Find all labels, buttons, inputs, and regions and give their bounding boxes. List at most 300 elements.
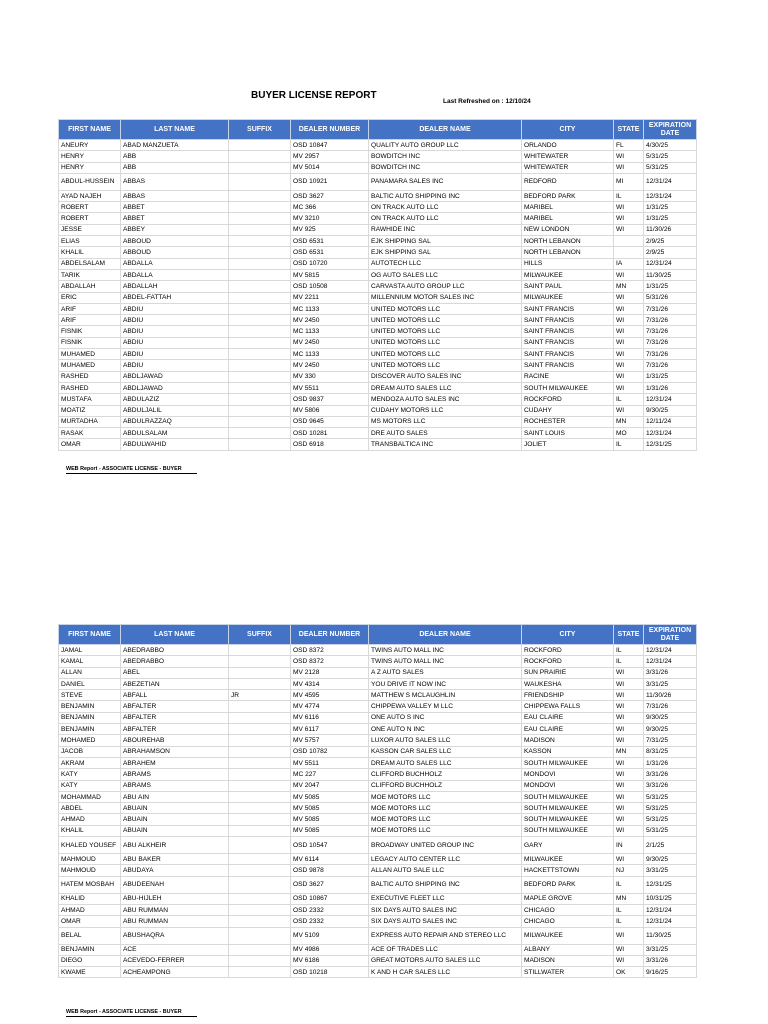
dealer-name-cell: K AND H CAR SALES LLC: [369, 967, 522, 978]
first-name-cell: HENRY: [59, 151, 121, 162]
expiration-date-cell: 7/31/26: [644, 701, 697, 712]
expiration-date-cell: 11/30/26: [644, 690, 697, 701]
dealer-number-cell: MV 2450: [291, 337, 369, 348]
suffix-cell: JR: [229, 690, 291, 701]
dealer-number-cell: MV 3210: [291, 213, 369, 224]
dealer-name-cell: MOE MOTORS LLC: [369, 825, 522, 836]
header-first-name: FIRST NAME: [59, 120, 121, 140]
last-name-cell: ABFALTER: [121, 701, 229, 712]
suffix-cell: [229, 791, 291, 802]
dealer-number-cell: MV 6116: [291, 712, 369, 723]
dealer-number-cell: OSD 10720: [291, 258, 369, 269]
state-cell: OK: [614, 967, 644, 978]
dealer-number-cell: OSD 6918: [291, 439, 369, 450]
table-row: [59, 281, 697, 292]
state-cell: WI: [614, 769, 644, 780]
city-cell: MILWAUKEE: [522, 292, 614, 303]
first-name-cell: ELIAS: [59, 236, 121, 247]
suffix-cell: [229, 769, 291, 780]
expiration-date-cell: 1/31/25: [644, 213, 697, 224]
last-name-cell: ABBEY: [121, 224, 229, 235]
first-name-cell: OMAR: [59, 439, 121, 450]
table-row: [59, 865, 697, 876]
dealer-number-cell: MV 5806: [291, 405, 369, 416]
last-name-cell: ABUAIN: [121, 814, 229, 825]
suffix-cell: [229, 281, 291, 292]
header-suffix: SUFFIX: [229, 625, 291, 645]
city-cell: BEDFORD PARK: [522, 876, 614, 893]
city-cell: SOUTH MILWAUKEE: [522, 803, 614, 814]
last-name-cell: ABBAS: [121, 173, 229, 190]
table-row: [59, 967, 697, 978]
dealer-name-cell: DREAM AUTO SALES LLC: [369, 757, 522, 768]
state-cell: WI: [614, 780, 644, 791]
first-name-cell: FISNIK: [59, 337, 121, 348]
dealer-number-cell: MV 4986: [291, 944, 369, 955]
first-name-cell: HATEM MOSBAH: [59, 876, 121, 893]
city-cell: JOLIET: [522, 439, 614, 450]
table-row: [59, 269, 697, 280]
expiration-date-cell: 1/31/25: [644, 281, 697, 292]
city-cell: SAINT FRANCIS: [522, 303, 614, 314]
table-header-row: [59, 625, 697, 645]
suffix-cell: [229, 236, 291, 247]
dealer-number-cell: MV 5085: [291, 803, 369, 814]
first-name-cell: BENJAMIN: [59, 724, 121, 735]
expiration-date-cell: 7/31/25: [644, 735, 697, 746]
dealer-number-cell: MV 4774: [291, 701, 369, 712]
expiration-date-cell: 5/31/25: [644, 791, 697, 802]
suffix-cell: [229, 927, 291, 944]
first-name-cell: KATY: [59, 769, 121, 780]
dealer-number-cell: MC 1133: [291, 326, 369, 337]
table-row: [59, 258, 697, 269]
city-cell: MARIBEL: [522, 202, 614, 213]
dealer-name-cell: MILLENNIUM MOTOR SALES INC: [369, 292, 522, 303]
last-name-cell: ABU RUMMAN: [121, 904, 229, 915]
first-name-cell: BENJAMIN: [59, 712, 121, 723]
city-cell: SOUTH MILWAUKEE: [522, 791, 614, 802]
city-cell: MILWAUKEE: [522, 927, 614, 944]
city-cell: SUN PRAIRIE: [522, 667, 614, 678]
city-cell: CUDAHY: [522, 405, 614, 416]
table-row: [59, 893, 697, 904]
dealer-number-cell: MV 4595: [291, 690, 369, 701]
table-row: [59, 690, 697, 701]
suffix-cell: [229, 202, 291, 213]
table-row: [59, 854, 697, 865]
header-expiration-date: EXPIRATION DATE: [644, 625, 697, 645]
city-cell: MILWAUKEE: [522, 854, 614, 865]
city-cell: ROCHESTER: [522, 416, 614, 427]
dealer-number-cell: OSD 10921: [291, 173, 369, 190]
first-name-cell: JAMAL: [59, 645, 121, 656]
header-dealer-name: DEALER NAME: [369, 625, 522, 645]
dealer-number-cell: MV 5511: [291, 757, 369, 768]
suffix-cell: [229, 780, 291, 791]
suffix-cell: [229, 955, 291, 966]
last-refreshed: Last Refreshed on : 12/10/24: [443, 98, 531, 105]
state-cell: WI: [614, 854, 644, 865]
city-cell: ROCKFORD: [522, 394, 614, 405]
dealer-number-cell: MV 2450: [291, 360, 369, 371]
state-cell: WI: [614, 303, 644, 314]
dealer-number-cell: OSD 10782: [291, 746, 369, 757]
city-cell: EAU CLAIRE: [522, 724, 614, 735]
last-name-cell: ABUSHAQRA: [121, 927, 229, 944]
suffix-cell: [229, 292, 291, 303]
dealer-name-cell: EXECUTIVE FLEET LLC: [369, 893, 522, 904]
last-name-cell: ABDALLA: [121, 258, 229, 269]
suffix-cell: [229, 162, 291, 173]
table-row: [59, 247, 697, 258]
expiration-date-cell: 7/31/26: [644, 303, 697, 314]
expiration-date-cell: 2/9/25: [644, 247, 697, 258]
table-row: [59, 151, 697, 162]
first-name-cell: BENJAMIN: [59, 944, 121, 955]
last-name-cell: ABU AIN: [121, 791, 229, 802]
dealer-number-cell: OSD 2332: [291, 916, 369, 927]
header-city: CITY: [522, 625, 614, 645]
dealer-name-cell: PANAMARA SALES INC: [369, 173, 522, 190]
city-cell: CHICAGO: [522, 904, 614, 915]
suffix-cell: [229, 746, 291, 757]
first-name-cell: KHALIL: [59, 825, 121, 836]
dealer-name-cell: SIX DAYS AUTO SALES INC: [369, 904, 522, 915]
table-row: [59, 769, 697, 780]
first-name-cell: ABDUL-HUSSEIN: [59, 173, 121, 190]
table-row: [59, 667, 697, 678]
state-cell: WI: [614, 825, 644, 836]
city-cell: ROCKFORD: [522, 656, 614, 667]
dealer-name-cell: QUALITY AUTO GROUP LLC: [369, 140, 522, 151]
table-row: [59, 173, 697, 190]
expiration-date-cell: 11/30/26: [644, 224, 697, 235]
city-cell: SOUTH MILWAUKEE: [522, 814, 614, 825]
table-row: [59, 439, 697, 450]
state-cell: WI: [614, 202, 644, 213]
dealer-name-cell: TWINS AUTO MALL INC: [369, 656, 522, 667]
dealer-name-cell: MENDOZA AUTO SALES INC: [369, 394, 522, 405]
city-cell: MADISON: [522, 735, 614, 746]
table-row: [59, 405, 697, 416]
last-name-cell: ABDALLA: [121, 269, 229, 280]
header-state: STATE: [614, 625, 644, 645]
dealer-name-cell: CARVASTA AUTO GROUP LLC: [369, 281, 522, 292]
first-name-cell: FISNIK: [59, 326, 121, 337]
expiration-date-cell: 4/30/25: [644, 140, 697, 151]
city-cell: STILLWATER: [522, 967, 614, 978]
dealer-number-cell: MC 1133: [291, 349, 369, 360]
first-name-cell: KWAME: [59, 967, 121, 978]
expiration-date-cell: 9/30/25: [644, 854, 697, 865]
state-cell: WI: [614, 224, 644, 235]
dealer-name-cell: MS MOTORS LLC: [369, 416, 522, 427]
dealer-name-cell: EJK SHIPPING SAL: [369, 247, 522, 258]
suffix-cell: [229, 439, 291, 450]
state-cell: WI: [614, 735, 644, 746]
table-row: [59, 416, 697, 427]
first-name-cell: OMAR: [59, 916, 121, 927]
header-expiration-date: EXPIRATION DATE: [644, 120, 697, 140]
dealer-number-cell: MV 5014: [291, 162, 369, 173]
suffix-cell: [229, 140, 291, 151]
table-row: [59, 780, 697, 791]
state-cell: MN: [614, 281, 644, 292]
state-cell: IL: [614, 916, 644, 927]
expiration-date-cell: 12/31/25: [644, 439, 697, 450]
city-cell: GARY: [522, 837, 614, 854]
table-row: [59, 825, 697, 836]
city-cell: NORTH LEBANON: [522, 236, 614, 247]
dealer-name-cell: DRE AUTO SALES: [369, 428, 522, 439]
dealer-name-cell: ON TRACK AUTO LLC: [369, 202, 522, 213]
header-first-name: FIRST NAME: [59, 625, 121, 645]
last-name-cell: ABAD MANZUETA: [121, 140, 229, 151]
header-dealer-number: DEALER NUMBER: [291, 120, 369, 140]
dealer-number-cell: OSD 9878: [291, 865, 369, 876]
table-row: [59, 735, 697, 746]
dealer-number-cell: OSD 8372: [291, 645, 369, 656]
dealer-number-cell: MV 2450: [291, 315, 369, 326]
city-cell: SAINT FRANCIS: [522, 349, 614, 360]
city-cell: KASSON: [522, 746, 614, 757]
last-name-cell: ABU-HIJLEH: [121, 893, 229, 904]
dealer-name-cell: TWINS AUTO MALL INC: [369, 645, 522, 656]
expiration-date-cell: 12/31/24: [644, 190, 697, 201]
dealer-number-cell: MV 5085: [291, 814, 369, 825]
state-cell: WI: [614, 360, 644, 371]
suffix-cell: [229, 656, 291, 667]
table-row: [59, 140, 697, 151]
suffix-cell: [229, 190, 291, 201]
dealer-number-cell: OSD 9645: [291, 416, 369, 427]
city-cell: BEDFORD PARK: [522, 190, 614, 201]
state-cell: WI: [614, 927, 644, 944]
expiration-date-cell: 3/31/25: [644, 944, 697, 955]
dealer-number-cell: MV 4314: [291, 678, 369, 689]
last-name-cell: ACE: [121, 944, 229, 955]
suffix-cell: [229, 258, 291, 269]
last-name-cell: ABOUREHAB: [121, 735, 229, 746]
expiration-date-cell: 5/31/26: [644, 292, 697, 303]
dealer-name-cell: BOWDITCH INC: [369, 162, 522, 173]
expiration-date-cell: 3/31/26: [644, 769, 697, 780]
table-row: [59, 645, 697, 656]
state-cell: MI: [614, 173, 644, 190]
table-row: [59, 814, 697, 825]
report-title: BUYER LICENSE REPORT: [251, 90, 377, 101]
suffix-cell: [229, 303, 291, 314]
last-name-cell: ABDIU: [121, 315, 229, 326]
first-name-cell: MAHMOUD: [59, 865, 121, 876]
expiration-date-cell: 5/31/25: [644, 162, 697, 173]
dealer-name-cell: CUDAHY MOTORS LLC: [369, 405, 522, 416]
suffix-cell: [229, 865, 291, 876]
first-name-cell: AHMAD: [59, 814, 121, 825]
state-cell: WI: [614, 326, 644, 337]
last-name-cell: ABDIU: [121, 326, 229, 337]
dealer-name-cell: BALTIC AUTO SHIPPING INC: [369, 876, 522, 893]
first-name-cell: KHALED YOUSEF: [59, 837, 121, 854]
expiration-date-cell: 7/31/26: [644, 337, 697, 348]
last-name-cell: ACHEAMPONG: [121, 967, 229, 978]
state-cell: WI: [614, 151, 644, 162]
suffix-cell: [229, 405, 291, 416]
city-cell: SOUTH MILWAUKEE: [522, 825, 614, 836]
state-cell: MO: [614, 428, 644, 439]
city-cell: SAINT FRANCIS: [522, 360, 614, 371]
dealer-name-cell: OG AUTO SALES LLC: [369, 269, 522, 280]
dealer-number-cell: MV 6114: [291, 854, 369, 865]
suffix-cell: [229, 360, 291, 371]
table-row: [59, 724, 697, 735]
dealer-number-cell: MV 2211: [291, 292, 369, 303]
first-name-cell: MURTADHA: [59, 416, 121, 427]
last-name-cell: ABRAHAMSON: [121, 746, 229, 757]
table-row: [59, 803, 697, 814]
first-name-cell: ROBERT: [59, 213, 121, 224]
last-name-cell: ABUDEENAH: [121, 876, 229, 893]
first-name-cell: DIEGO: [59, 955, 121, 966]
table-row: [59, 656, 697, 667]
table-row: [59, 292, 697, 303]
table-body: [59, 645, 697, 978]
dealer-number-cell: MV 330: [291, 371, 369, 382]
state-cell: WI: [614, 701, 644, 712]
last-name-cell: ABDULSALAM: [121, 428, 229, 439]
last-name-cell: ABU ALKHEIR: [121, 837, 229, 854]
state-cell: MN: [614, 746, 644, 757]
expiration-date-cell: 9/30/25: [644, 712, 697, 723]
last-name-cell: ABDIU: [121, 360, 229, 371]
table-row: [59, 224, 697, 235]
last-name-cell: ABDULRAZZAQ: [121, 416, 229, 427]
table-body: [59, 140, 697, 451]
first-name-cell: ABDELSALAM: [59, 258, 121, 269]
first-name-cell: MOHAMMAD: [59, 791, 121, 802]
first-name-cell: HENRY: [59, 162, 121, 173]
state-cell: IL: [614, 394, 644, 405]
city-cell: ORLANDO: [522, 140, 614, 151]
table-row: [59, 904, 697, 915]
expiration-date-cell: 1/31/25: [644, 371, 697, 382]
state-cell: WI: [614, 269, 644, 280]
first-name-cell: ERIC: [59, 292, 121, 303]
buyer-license-table: [58, 119, 697, 451]
last-name-cell: ABEDRABBO: [121, 645, 229, 656]
suffix-cell: [229, 371, 291, 382]
first-name-cell: ABDALLAH: [59, 281, 121, 292]
first-name-cell: BENJAMIN: [59, 701, 121, 712]
table-row: [59, 837, 697, 854]
table-row: [59, 927, 697, 944]
dealer-name-cell: KASSON CAR SALES LLC: [369, 746, 522, 757]
state-cell: WI: [614, 405, 644, 416]
header-suffix: SUFFIX: [229, 120, 291, 140]
city-cell: SAINT FRANCIS: [522, 337, 614, 348]
buyer-license-table: [58, 624, 697, 978]
suffix-cell: [229, 837, 291, 854]
first-name-cell: AKRAM: [59, 757, 121, 768]
dealer-name-cell: TRANSBALTICA INC: [369, 439, 522, 450]
suffix-cell: [229, 151, 291, 162]
last-name-cell: ABRAMS: [121, 780, 229, 791]
suffix-cell: [229, 269, 291, 280]
dealer-name-cell: BALTIC AUTO SHIPPING INC: [369, 190, 522, 201]
table-row: [59, 326, 697, 337]
suffix-cell: [229, 315, 291, 326]
first-name-cell: ABDEL: [59, 803, 121, 814]
state-cell: WI: [614, 213, 644, 224]
last-name-cell: ABEL: [121, 667, 229, 678]
expiration-date-cell: 3/31/25: [644, 678, 697, 689]
state-cell: IL: [614, 645, 644, 656]
dealer-name-cell: GREAT MOTORS AUTO SALES LLC: [369, 955, 522, 966]
last-name-cell: ABRAMS: [121, 769, 229, 780]
table-row: [59, 701, 697, 712]
suffix-cell: [229, 916, 291, 927]
suffix-cell: [229, 724, 291, 735]
state-cell: WI: [614, 349, 644, 360]
dealer-number-cell: MC 227: [291, 769, 369, 780]
city-cell: SOUTH MILWAUKEE: [522, 757, 614, 768]
table-row: [59, 712, 697, 723]
city-cell: WAUKESHA: [522, 678, 614, 689]
expiration-date-cell: 12/31/24: [644, 656, 697, 667]
report-footer: WEB Report - ASSOCIATE LICENSE - BUYER: [66, 1009, 197, 1017]
suffix-cell: [229, 757, 291, 768]
state-cell: IN: [614, 837, 644, 854]
last-name-cell: ABUDAYA: [121, 865, 229, 876]
first-name-cell: STEVE: [59, 690, 121, 701]
first-name-cell: KHALID: [59, 893, 121, 904]
expiration-date-cell: 12/31/24: [644, 394, 697, 405]
table-row: [59, 757, 697, 768]
dealer-name-cell: CHIPPEWA VALLEY M LLC: [369, 701, 522, 712]
city-cell: SAINT PAUL: [522, 281, 614, 292]
dealer-name-cell: BOWDITCH INC: [369, 151, 522, 162]
dealer-number-cell: OSD 10218: [291, 967, 369, 978]
dealer-number-cell: MV 5815: [291, 269, 369, 280]
dealer-number-cell: OSD 9837: [291, 394, 369, 405]
dealer-number-cell: OSD 10281: [291, 428, 369, 439]
header-last-name: LAST NAME: [121, 120, 229, 140]
suffix-cell: [229, 803, 291, 814]
expiration-date-cell: 2/9/25: [644, 236, 697, 247]
city-cell: WHITEWATER: [522, 162, 614, 173]
dealer-name-cell: RAWHIDE INC: [369, 224, 522, 235]
last-name-cell: ABBOUD: [121, 247, 229, 258]
last-name-cell: ABDLJAWAD: [121, 371, 229, 382]
expiration-date-cell: 5/31/25: [644, 151, 697, 162]
last-name-cell: ABU BAKER: [121, 854, 229, 865]
expiration-date-cell: 12/31/24: [644, 428, 697, 439]
suffix-cell: [229, 712, 291, 723]
city-cell: MONDOVI: [522, 780, 614, 791]
suffix-cell: [229, 814, 291, 825]
first-name-cell: KATY: [59, 780, 121, 791]
dealer-name-cell: ON TRACK AUTO LLC: [369, 213, 522, 224]
dealer-number-cell: MV 5085: [291, 791, 369, 802]
first-name-cell: ARIF: [59, 315, 121, 326]
expiration-date-cell: 2/1/25: [644, 837, 697, 854]
state-cell: IA: [614, 258, 644, 269]
suffix-cell: [229, 645, 291, 656]
state-cell: WI: [614, 814, 644, 825]
last-name-cell: ABDIU: [121, 349, 229, 360]
first-name-cell: ARIF: [59, 303, 121, 314]
